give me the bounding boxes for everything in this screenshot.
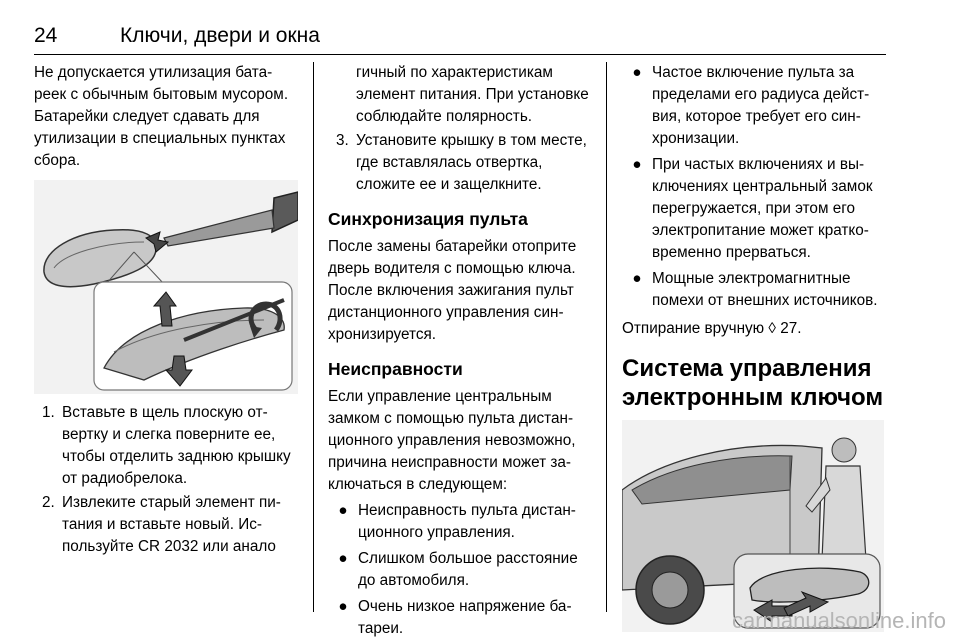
bullet-icon: ● [338,550,348,567]
list-item [34,402,298,490]
bullet-icon: ● [338,502,348,519]
column-1 [34,62,298,558]
bullet-icon: ● [632,156,642,173]
list-item [622,62,888,150]
bullet-icon: ● [338,598,348,615]
page-number: 24 [34,24,58,47]
bullet-text: Очень низкое напряжение батареи. [358,598,572,637]
manual-unlock-reference: Отпирание вручную ◊ 27. [622,320,802,337]
bullet-text: Частое включение пульта за пределами его радиуса действия, которое требует его синхронизации. [652,64,870,147]
battery-disposal-text: Не допускается утилизация батареек с обычным бытовым мусором. Батарейки следует сдавать для утилизации в специальных пунктах сбора. [34,64,289,169]
list-item [328,548,590,592]
step-number: 3. [336,132,349,149]
column-divider-2 [606,62,607,612]
list-item [622,154,888,264]
column-divider-1 [313,62,314,612]
page-header [34,24,886,55]
bullet-text: Неисправность пульта дистанционного управления. [358,502,576,541]
step-number: 1. [42,404,55,421]
bullet-icon: ● [632,64,642,81]
bullet-text: Мощные электромагнитные помехи от внешних источников. [652,270,878,309]
watermark: carmanualsonline.info [731,608,946,633]
car-door-handle-illustration [622,420,884,632]
sync-heading: Синхронизация пульта [328,209,528,229]
section-heading: Система управления электронным ключом [622,355,884,411]
sync-text: После замены батарейки отоприте дверь водителя с помощью ключа. После включения зажигания пульт дистанционного управления синхронизируется. [328,238,577,343]
chapter-title: Ключи, двери и окна [120,24,320,47]
key-battery-illustration [34,180,298,394]
step-text: Вставьте в щель плоскую отвертку и слегка поверните ее, чтобы отделить заднюю крышку от радиобрелока. [62,404,291,487]
list-item [328,596,590,640]
list-item [328,500,590,544]
step-2-continuation: гичный по характеристикам элемент питания. При установке соблюдайте полярность. [356,64,589,125]
list-item [622,268,888,312]
step-number: 2. [42,494,55,511]
step-text: Извлеките старый элемент питания и вставьте новый. Используйте CR 2032 или анало [62,494,281,555]
list-item [34,492,298,558]
fault-heading: Неисправности [328,359,463,379]
list-item [328,130,590,196]
column-2 [328,62,590,640]
bullet-text: Слишком большое расстояние до автомобиля. [358,550,578,589]
bullet-icon: ● [632,270,642,287]
bullet-text: При частых включениях и выключениях центральный замок перегружается, при этом его электропитание может кратковременно прерваться. [652,156,873,261]
step-text: Установите крышку в том месте, где вставлялась отвертка, сложите ее и защелкните. [356,132,587,193]
fault-text: Если управление центральным замком с помощью пульта дистанционного управления невозможно, причина неисправности может заключаться в следующем: [328,388,576,493]
column-3 [622,62,888,632]
